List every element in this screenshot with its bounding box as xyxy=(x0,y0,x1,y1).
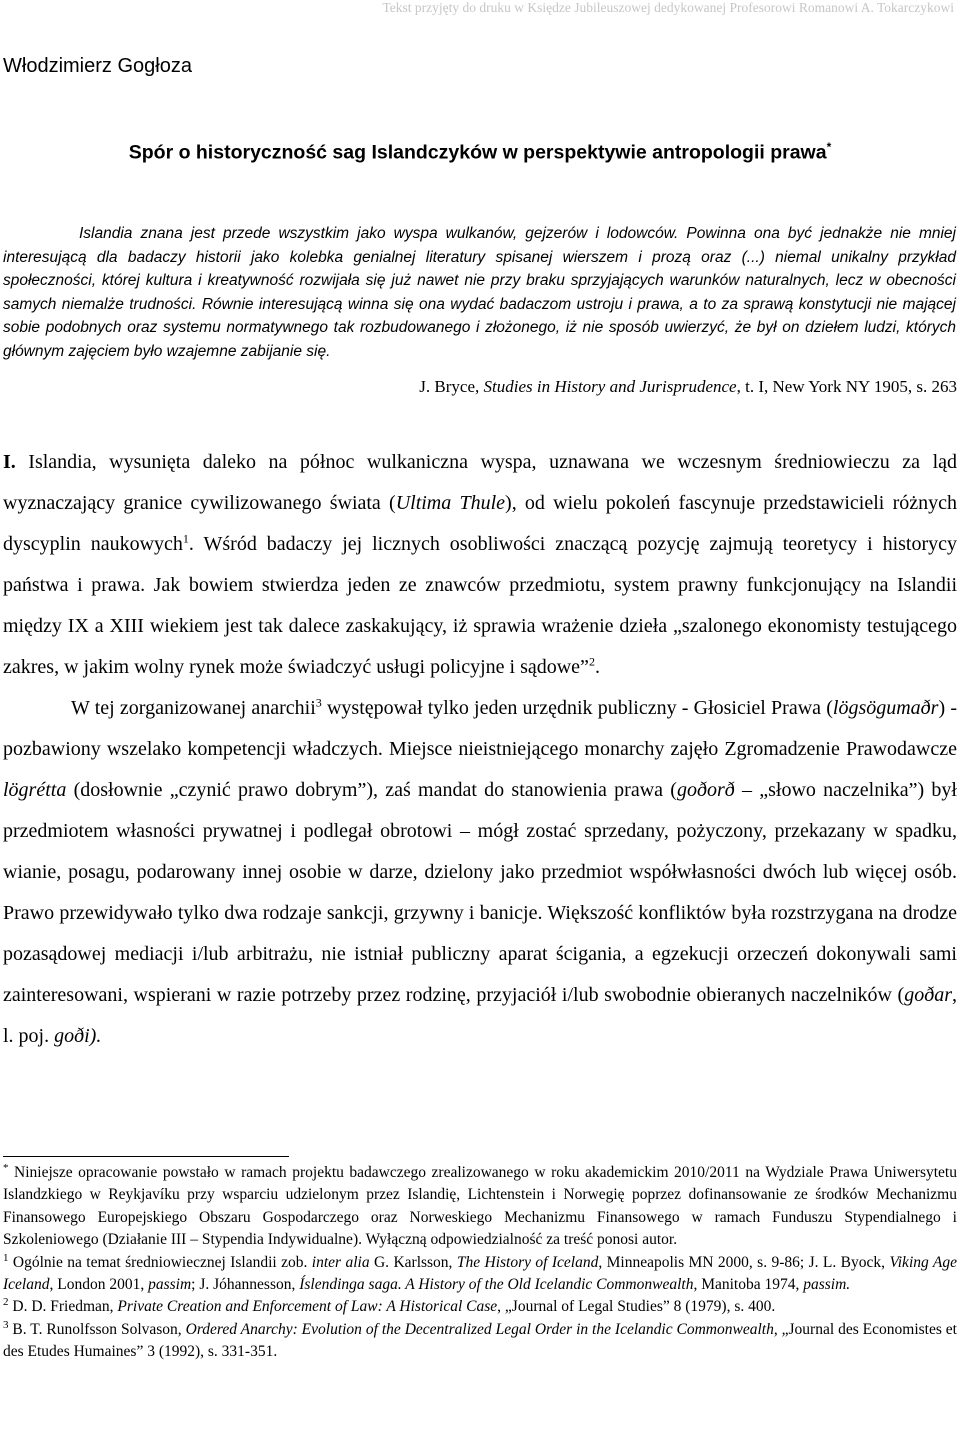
footnote-2 xyxy=(3,1296,957,1318)
epigraph-text: Islandia znana jest przede wszystkim jako wyspa wulkanów, gejzerów i lodowców. Powinna ona być jednakże nie mniej interesującą dla badaczy historii jako kolebka genialnej literatury spisanej wierszem i prozą oraz (...) niemal unikalny przykład społeczności, której kultura i kreatywność rozwijała się już nawet nie przy braku sprzyjających warunków naturalnych, lecz w obecności samych niemalże trudności. Równie interesującą winna się ona wydać badaczom ustroju i prawa, a to za sprawą konstytucji nie mającej sobie podobnych oraz systemu normatywnego tak rozbudowanego i złożonego, iż nie sposób uwierzyć, że był on dziełem ludzi, których głównym zajęciem było wzajemne zabijanie się. xyxy=(3,225,956,360)
paragraph-1 xyxy=(3,442,957,688)
italic-run: Ordered Anarchy: Evolution of the Decentralized Legal Order in the Icelandic Commonwealth xyxy=(185,1320,774,1338)
footnote-star xyxy=(3,1162,957,1252)
footnote-mark: 2 xyxy=(3,1296,9,1309)
text-run: Ogólnie na temat średniowiecznej Islandii zob. xyxy=(8,1253,312,1271)
text-run: B. T. Runolfsson Solvason, xyxy=(8,1320,186,1338)
footnote-ref-2[interactable]: 2 xyxy=(588,654,595,669)
italic-run: lögsögumaðr xyxy=(832,697,939,719)
italic-run: lögrétta xyxy=(3,779,67,801)
title-footnote-marker: * xyxy=(826,140,832,154)
text-run: . Wśród badaczy jej licznych osobliwości znaczącą pozycję zajmują teoretycy i historycy państwa i prawa. Jak bowiem stwierdza jeden ze znawców przedmiotu, system prawny funkcjonujący na Islandii między IX a XIII wiekiem jest tak dalece zaskakujący, iż sprawia wrażenie dzieła „szalonego ekonomisty testującego zakres, w jakim wolny rynek może świadczyć usługi policyjne i sądowe” xyxy=(3,533,957,678)
text-run: – „słowo naczelnika”) był przedmiotem własności prywatnej i podlegał obrotowi – mógł zostać sprzedany, pożyczony, przekazany w spadku, wianie, posagu, podarowany innej osobie w darze, dzielony jako przedmiot współwłasności dwóch lub więcej osób. Prawo przewidywało tylko dwa rodzaje sankcji, grzywny i banicje. Większość konfliktów była rozstrzygana na drodze pozasądowej mediacji i/lub arbitrażu, nie istniał publiczny aparat ścigania, a egzekucji orzeczeń dokonywali sami zainteresowani, wspierani w razie potrzeby przez rodzinę, przyjaciół i/lub swobodnie obieranych naczelników ( xyxy=(3,779,957,1006)
footnote-separator xyxy=(3,1156,289,1157)
footnotes xyxy=(3,1162,957,1364)
main-text xyxy=(3,442,957,1057)
italic-run: Ultima Thule xyxy=(395,492,506,514)
italic-run: goðorð xyxy=(676,779,735,801)
italic-run: Íslendinga saga. A History of the Old Icelandic Commonwealth xyxy=(299,1276,694,1294)
text-run: Islandia, wysunięta daleko na północ wulkaniczna wyspa, uznawana we wczesnym średniowieczu za ląd wyznaczający granice cywilizowanego świata ( xyxy=(3,451,957,514)
footnote-1 xyxy=(3,1252,957,1297)
author-name: Włodzimierz Gogłoza xyxy=(3,55,192,77)
text-run: , Minneapolis MN 2000, s. 9-86; J. L. Byock, xyxy=(598,1253,890,1271)
text-run: , „Journal of Legal Studies” 8 (1979), s. 400. xyxy=(497,1298,776,1316)
italic-run: The History of Iceland xyxy=(456,1253,599,1271)
text-run: , London 2001, xyxy=(49,1276,149,1294)
epigraph-citation xyxy=(419,377,957,397)
paragraph-2 xyxy=(3,688,957,1057)
footnote-mark: 3 xyxy=(3,1318,9,1331)
text-run: , l. poj. xyxy=(3,984,957,1047)
citation-title: Studies in History and Jurisprudence xyxy=(483,377,737,396)
citation-author: J. Bryce, xyxy=(419,377,484,396)
italic-run: Private Creation and Enforcement of Law: A Historical Case xyxy=(117,1298,498,1316)
footnote-mark: * xyxy=(3,1161,9,1174)
italic-run: passim xyxy=(148,1276,192,1294)
text-run: występował tylko jeden urzędnik publiczny - Głosiciel Prawa ( xyxy=(321,697,833,719)
title-text: Spór o historyczność sag Islandczyków w perspektywie antropologii prawa xyxy=(128,141,827,164)
footnote-ref-1[interactable]: 1 xyxy=(182,531,189,546)
footnote-ref-3[interactable]: 3 xyxy=(315,695,322,710)
footnote-3 xyxy=(3,1319,957,1364)
text-run: (dosłownie „czynić prawo dobrym”), zaś mandat do stanowienia prawa ( xyxy=(66,779,677,801)
footnote-mark: 1 xyxy=(3,1251,9,1264)
text-run: , Manitoba 1974, xyxy=(693,1276,804,1294)
text-run: G. Karlsson, xyxy=(369,1253,457,1271)
section-number: I. xyxy=(3,451,16,473)
text-run: D. D. Friedman, xyxy=(8,1298,118,1316)
page-header-note: Tekst przyjęty do druku w Księdze Jubileuszowej dedykowanej Profesorowi Romanowi A. Tokarczykowi xyxy=(382,0,954,15)
text-run: ), od wielu pokoleń fascynuje przedstawicieli różnych dyscyplin naukowych xyxy=(3,492,957,555)
italic-run: goði). xyxy=(54,1025,102,1047)
italic-run: passim. xyxy=(803,1276,851,1294)
text-run: W tej zorganizowanej anarchii xyxy=(71,697,316,719)
epigraph xyxy=(3,222,956,364)
text-run: , „Journal des Economistes et des Etudes Humaines” 3 (1992), s. 331-351. xyxy=(3,1320,957,1361)
article-title xyxy=(0,140,960,165)
text-run: . xyxy=(594,656,600,678)
italic-run: Viking Age Iceland xyxy=(3,1253,957,1294)
citation-details: , t. I, New York NY 1905, s. 263 xyxy=(736,377,957,396)
footnote-text: Niniejsze opracowanie powstało w ramach projektu badawczego zrealizowanego w roku akademickim 2010/2011 na Wydziale Prawa Uniwersytetu Islandzkiego w Reykjavíku przy wsparciu udzielonym przez Islandię, Lichtenstein i Norwegię poprzez dofinansowanie ze środków Mechanizmu Finansowego Europejskiego Obszaru Gospodarczego oraz Norweskiego Mechanizmu Finansowego w ramach Funduszu Stypendialnego i Szkoleniowego (Działanie III – Stypendia Indywidualne). Wyłączną odpowiedzialność za treść ponosi autor. xyxy=(3,1164,957,1249)
text-run: ) - pozbawiony wszelako kompetencji władczych. Miejsce nieistniejącego monarchy zajęło Zgromadzenie Prawodawcze xyxy=(3,697,957,760)
text-run: ; J. Jóhannesson, xyxy=(191,1276,300,1294)
italic-run: goðar xyxy=(904,984,952,1006)
italic-run: inter alia xyxy=(311,1253,370,1271)
